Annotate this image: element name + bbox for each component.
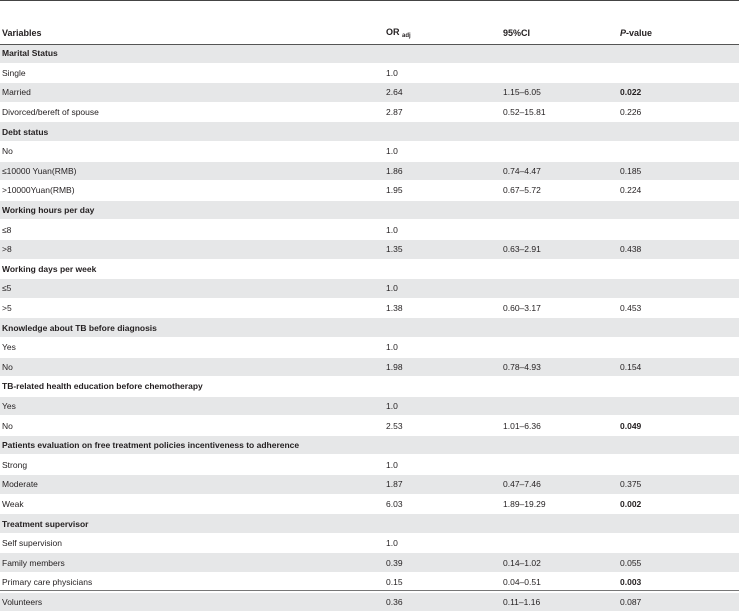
p-value-cell (618, 337, 739, 357)
p-value-cell: 0.226 (618, 102, 739, 122)
odds-ratio-table (0, 21, 739, 612)
variable-cell: Yes (0, 337, 384, 357)
or-cell: 1.35 (384, 239, 501, 259)
or-cell: 1.87 (384, 475, 501, 495)
variable-cell: >10000Yuan(RMB) (0, 181, 384, 201)
or-cell: 1.0 (384, 63, 501, 83)
table-row (0, 455, 739, 475)
table-row (0, 592, 739, 612)
or-cell: 1.0 (384, 533, 501, 553)
table-row (0, 337, 739, 357)
section-label: Patients evaluation on free treatment policies incentiveness to adherence (0, 435, 739, 455)
or-cell: 1.38 (384, 298, 501, 318)
variable-cell: >5 (0, 298, 384, 318)
table-row (0, 533, 739, 553)
section-label: Treatment supervisor (0, 514, 739, 534)
variable-cell: Weak (0, 494, 384, 514)
table-row (0, 161, 739, 181)
table-row (0, 239, 739, 259)
section-header-row (0, 377, 739, 397)
variable-cell: ≤8 (0, 220, 384, 240)
header-or (384, 21, 501, 44)
or-cell: 6.03 (384, 494, 501, 514)
table-header-row (0, 21, 739, 44)
or-cell: 1.0 (384, 396, 501, 416)
ci-cell: 0.60–3.17 (501, 298, 618, 318)
variable-cell: No (0, 141, 384, 161)
p-value-cell (618, 220, 739, 240)
ci-cell: 0.74–4.47 (501, 161, 618, 181)
p-value-cell: 0.438 (618, 239, 739, 259)
section-header-row (0, 122, 739, 142)
p-value-cell: 0.002 (618, 494, 739, 514)
ci-cell: 0.11–1.16 (501, 592, 618, 612)
ci-cell: 1.15–6.05 (501, 83, 618, 103)
section-label: Marital Status (0, 44, 739, 63)
ci-cell (501, 396, 618, 416)
ci-cell (501, 279, 618, 299)
variable-cell: >8 (0, 239, 384, 259)
p-value-cell (618, 396, 739, 416)
variable-cell: No (0, 416, 384, 436)
or-cell: 1.86 (384, 161, 501, 181)
p-value-cell: 0.224 (618, 181, 739, 201)
p-value-cell: 0.375 (618, 475, 739, 495)
or-cell: 0.15 (384, 573, 501, 593)
table-top-rule (0, 0, 739, 1)
header-or-label: OR (386, 26, 400, 37)
section-label: Working hours per day (0, 200, 739, 220)
table-bottom-rule (0, 590, 739, 591)
ci-cell (501, 337, 618, 357)
table-body (0, 44, 739, 612)
table-row (0, 475, 739, 495)
p-value-cell (618, 63, 739, 83)
p-value-cell: 0.022 (618, 83, 739, 103)
table-row (0, 553, 739, 573)
table-row (0, 396, 739, 416)
variable-cell: Strong (0, 455, 384, 475)
p-value-cell (618, 455, 739, 475)
table-row (0, 494, 739, 514)
variable-cell: Married (0, 83, 384, 103)
variable-cell: Moderate (0, 475, 384, 495)
p-value-cell: 0.003 (618, 573, 739, 593)
p-value-cell: 0.087 (618, 592, 739, 612)
variable-cell: Self supervision (0, 533, 384, 553)
p-value-cell (618, 279, 739, 299)
header-ci: 95%CI (503, 27, 531, 38)
p-value-cell: 0.055 (618, 553, 739, 573)
p-value-cell (618, 533, 739, 553)
or-cell: 1.0 (384, 220, 501, 240)
or-cell: 2.53 (384, 416, 501, 436)
section-header-row (0, 200, 739, 220)
ci-cell (501, 533, 618, 553)
section-header-row (0, 435, 739, 455)
p-value-cell: 0.154 (618, 357, 739, 377)
section-header-row (0, 318, 739, 338)
ci-cell: 0.63–2.91 (501, 239, 618, 259)
p-value-cell: 0.049 (618, 416, 739, 436)
section-header-row (0, 514, 739, 534)
ci-cell: 0.78–4.93 (501, 357, 618, 377)
or-cell: 2.64 (384, 83, 501, 103)
variable-cell: No (0, 357, 384, 377)
header-p-value (618, 21, 739, 44)
header-or-subscript: adj (402, 32, 411, 39)
ci-cell: 0.47–7.46 (501, 475, 618, 495)
section-label: TB-related health education before chemotherapy (0, 377, 739, 397)
or-cell: 0.39 (384, 553, 501, 573)
section-label: Working days per week (0, 259, 739, 279)
or-cell: 0.36 (384, 592, 501, 612)
ci-cell: 0.14–1.02 (501, 553, 618, 573)
table-row (0, 298, 739, 318)
header-variables: Variables (2, 27, 42, 38)
table-row (0, 63, 739, 83)
ci-cell: 1.89–19.29 (501, 494, 618, 514)
table-row (0, 220, 739, 240)
table-row (0, 141, 739, 161)
header-p-letter: P (620, 27, 627, 38)
ci-cell (501, 141, 618, 161)
ci-cell (501, 455, 618, 475)
variable-cell: ≤5 (0, 279, 384, 299)
ci-cell: 0.52–15.81 (501, 102, 618, 122)
variable-cell: Primary care physicians (0, 573, 384, 593)
section-label: Debt status (0, 122, 739, 142)
table-row (0, 279, 739, 299)
p-value-cell: 0.453 (618, 298, 739, 318)
p-value-cell: 0.185 (618, 161, 739, 181)
variable-cell: Family members (0, 553, 384, 573)
header-p-suffix: -value (626, 27, 653, 38)
variable-cell: Divorced/bereft of spouse (0, 102, 384, 122)
table-header-rule (0, 44, 739, 45)
table-row (0, 416, 739, 436)
variable-cell: Yes (0, 396, 384, 416)
p-value-cell (618, 141, 739, 161)
or-cell: 1.0 (384, 337, 501, 357)
table-row (0, 102, 739, 122)
or-cell: 1.98 (384, 357, 501, 377)
or-cell: 1.0 (384, 455, 501, 475)
variable-cell: ≤10000 Yuan(RMB) (0, 161, 384, 181)
ci-cell: 1.01–6.36 (501, 416, 618, 436)
section-header-row (0, 259, 739, 279)
ci-cell: 0.04–0.51 (501, 573, 618, 593)
or-cell: 1.0 (384, 279, 501, 299)
section-label: Knowledge about TB before diagnosis (0, 318, 739, 338)
or-cell: 2.87 (384, 102, 501, 122)
ci-cell (501, 220, 618, 240)
or-cell: 1.95 (384, 181, 501, 201)
table-row (0, 83, 739, 103)
table-row (0, 181, 739, 201)
variable-cell: Volunteers (0, 592, 384, 612)
ci-cell (501, 63, 618, 83)
section-header-row (0, 44, 739, 63)
table-row (0, 357, 739, 377)
or-cell: 1.0 (384, 141, 501, 161)
ci-cell: 0.67–5.72 (501, 181, 618, 201)
variable-cell: Single (0, 63, 384, 83)
